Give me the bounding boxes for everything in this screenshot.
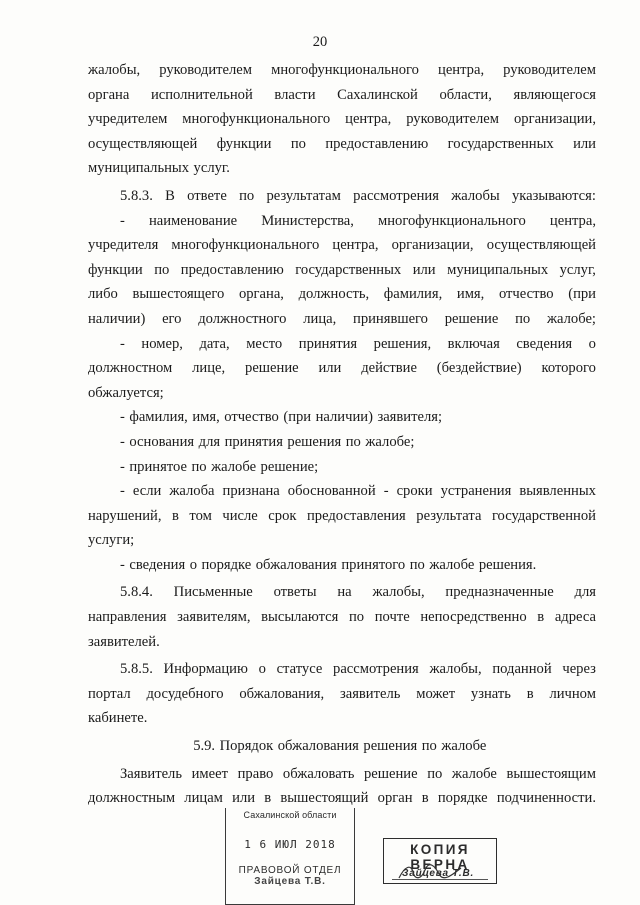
word: руководителем xyxy=(159,62,253,78)
word: являющегося xyxy=(513,86,596,103)
word: обжалования, xyxy=(239,685,325,702)
word: указываются: xyxy=(512,187,596,204)
word: многофункционального xyxy=(271,62,419,78)
word: подчиненности. xyxy=(496,790,596,807)
word: руководителем xyxy=(406,111,500,128)
word: решения xyxy=(287,433,342,450)
text-line xyxy=(88,381,596,406)
text-line xyxy=(88,528,596,553)
word: может xyxy=(416,685,456,702)
word: Письменные xyxy=(173,584,253,601)
word: исполнительной xyxy=(150,86,253,103)
word: по xyxy=(409,556,425,573)
copy-certified-title: КОПИЯ ВЕРНА xyxy=(410,842,470,872)
word: сроки xyxy=(396,483,433,500)
text-line xyxy=(88,132,596,157)
word: организации, xyxy=(514,111,596,128)
word: лицам xyxy=(184,790,223,807)
word: заявитель xyxy=(339,685,401,702)
word: Заявитель xyxy=(120,765,182,782)
word: (при xyxy=(568,286,596,303)
word: жалобы, xyxy=(429,661,482,678)
word: (бездействие) xyxy=(436,360,522,377)
word: центра, xyxy=(332,237,379,254)
word: обжалования xyxy=(277,738,359,755)
word: жалобе xyxy=(429,556,475,573)
text-line xyxy=(88,282,596,307)
word: принявшего xyxy=(353,310,428,327)
word: предоставлению xyxy=(180,261,284,278)
word: многофункционального xyxy=(377,212,526,229)
word: досудебного xyxy=(146,685,224,702)
word: по xyxy=(349,609,365,626)
word: - xyxy=(383,483,389,500)
text-line xyxy=(88,233,596,258)
word: - xyxy=(120,212,125,229)
word: его xyxy=(162,310,182,327)
word: жалобы xyxy=(451,187,500,204)
word: 5.8.4. xyxy=(120,584,153,601)
word: жалобе xyxy=(211,458,257,475)
word: номер, xyxy=(141,335,183,352)
word: государственных xyxy=(295,261,402,278)
word: предназначенные xyxy=(445,584,554,601)
word: центра, xyxy=(345,111,392,128)
word: или xyxy=(412,261,436,278)
word: или xyxy=(232,790,256,807)
text-line xyxy=(88,332,596,357)
word: муниципальных xyxy=(447,261,549,278)
word: рассмотрения xyxy=(333,661,419,678)
text-line xyxy=(88,356,596,381)
word: вышестоящим xyxy=(506,765,596,782)
text-line xyxy=(88,184,596,209)
word: действие xyxy=(361,360,417,377)
word: в xyxy=(172,507,179,524)
word: принятия xyxy=(224,433,283,450)
word: срок xyxy=(268,507,297,524)
word: услуг, xyxy=(559,261,596,278)
word: наименование xyxy=(148,212,238,229)
word: должность, xyxy=(298,286,370,303)
word: адреса xyxy=(554,609,596,626)
word: обжалования xyxy=(255,556,337,573)
text-line xyxy=(88,430,596,455)
word: (при xyxy=(283,409,312,426)
word: жалобе; xyxy=(546,310,596,327)
word: личном xyxy=(549,685,596,702)
word: почте xyxy=(374,609,410,626)
word: или xyxy=(318,360,342,377)
word: руководителем xyxy=(503,62,596,78)
word: должностного xyxy=(198,310,287,327)
word: решение; xyxy=(260,458,319,475)
word: результатам xyxy=(266,187,341,204)
word: основания xyxy=(129,433,195,450)
word: включая xyxy=(447,335,500,352)
word: решения xyxy=(363,738,418,755)
word: лице, xyxy=(192,360,226,377)
word: должностным xyxy=(88,790,176,807)
word: орган xyxy=(377,790,413,807)
word: о xyxy=(258,661,266,678)
word: области, xyxy=(439,86,492,103)
word: Информацию xyxy=(163,661,248,678)
text-line xyxy=(88,657,596,682)
word: учредителем xyxy=(88,111,168,128)
text-line xyxy=(88,455,596,480)
stamp-date: 1 6 ИЮЛ 2018 xyxy=(244,838,336,851)
text-line xyxy=(88,762,596,787)
word: жалобе; xyxy=(365,433,415,450)
word: по xyxy=(345,433,361,450)
text-line xyxy=(88,706,596,731)
word: сведения xyxy=(129,556,186,573)
word: обжаловать xyxy=(282,765,355,782)
word: признана xyxy=(222,483,280,500)
word: решение xyxy=(363,765,418,782)
word: нарушений, xyxy=(88,507,162,524)
word: муниципальных xyxy=(88,160,190,177)
handwritten-signature xyxy=(395,860,465,884)
word: обоснованной xyxy=(287,483,376,500)
word: 5.9. xyxy=(193,738,216,755)
word: имя, xyxy=(456,286,485,303)
document-body xyxy=(88,58,596,811)
text-line xyxy=(88,258,596,283)
text-line xyxy=(88,630,596,655)
word: центра, xyxy=(549,212,596,229)
word: отчество xyxy=(224,409,279,426)
word: Порядок xyxy=(219,738,274,755)
word: жалобе xyxy=(451,765,497,782)
word: решения. xyxy=(478,556,537,573)
word: органа xyxy=(88,86,130,103)
word: по xyxy=(154,261,170,278)
word: кабинете. xyxy=(88,710,148,727)
word: В xyxy=(165,187,175,204)
word: вышестоящий xyxy=(280,790,369,807)
word: числе xyxy=(222,507,258,524)
text-line xyxy=(88,504,596,529)
word: в xyxy=(537,609,545,626)
word: порядке xyxy=(201,556,252,573)
word: отчество xyxy=(498,286,554,303)
word: должностном xyxy=(88,360,173,377)
word: заявителя; xyxy=(377,409,442,426)
word: - xyxy=(120,409,125,426)
word: или xyxy=(573,135,596,152)
word: Министерства, xyxy=(261,212,354,229)
page-number: 20 xyxy=(312,34,328,50)
word: непосредственно xyxy=(420,609,527,626)
word: сведения xyxy=(516,335,573,352)
text-line xyxy=(88,605,596,630)
word: многофункционального xyxy=(182,111,331,128)
text-line xyxy=(88,58,596,83)
word: учредителя xyxy=(88,237,159,254)
word: услуг. xyxy=(193,160,230,177)
word: заявителям, xyxy=(177,609,251,626)
text-line xyxy=(88,682,596,707)
text-line xyxy=(88,580,596,605)
word: фамилия, xyxy=(129,409,188,426)
word: устранения xyxy=(440,483,512,500)
word: высылаются xyxy=(261,609,339,626)
text-line xyxy=(88,479,596,504)
word: Сахалинской xyxy=(337,86,418,103)
word: через xyxy=(562,661,596,678)
word: центра, xyxy=(438,62,485,78)
word: ответе xyxy=(187,187,227,204)
word: результата xyxy=(416,507,482,524)
text-line xyxy=(88,83,596,108)
text-line xyxy=(88,156,596,181)
word: поданной xyxy=(492,661,552,678)
word: 5.8.3. xyxy=(120,187,153,204)
word: которого xyxy=(541,360,596,377)
word: функции xyxy=(216,135,272,152)
word: либо xyxy=(88,286,118,303)
word: вышестоящего xyxy=(132,286,225,303)
word: органа, xyxy=(238,286,284,303)
word: принятое xyxy=(129,458,187,475)
word: в xyxy=(421,790,429,807)
word: - xyxy=(120,483,125,500)
word: ответы xyxy=(273,584,317,601)
word: предоставлению xyxy=(325,135,429,152)
text-line xyxy=(88,307,596,332)
word: по xyxy=(427,765,443,782)
word: о xyxy=(588,335,596,352)
word: жалобы, xyxy=(88,62,141,78)
word: порядке xyxy=(437,790,488,807)
word: - xyxy=(120,335,125,352)
word: государственных xyxy=(447,135,554,152)
word: принятия xyxy=(298,335,358,352)
stamp-org: Сахалинской области xyxy=(243,810,337,820)
word: по xyxy=(290,135,306,152)
word: по xyxy=(515,310,531,327)
text-line xyxy=(88,209,596,234)
word: том xyxy=(189,507,212,524)
word: жалобе xyxy=(441,738,487,755)
word: осуществляющей xyxy=(88,135,198,152)
word: выявленных xyxy=(519,483,596,500)
word: 5.8.5. xyxy=(120,661,153,678)
word: решения, xyxy=(373,335,432,352)
word: право xyxy=(237,765,274,782)
word: на xyxy=(337,584,352,601)
word: для xyxy=(574,584,596,601)
word: предоставления xyxy=(306,507,406,524)
word: наличии) xyxy=(88,310,146,327)
word: для xyxy=(198,433,221,450)
word: власти xyxy=(274,86,316,103)
word: - xyxy=(120,556,125,573)
word: - xyxy=(120,433,125,450)
word: функции xyxy=(88,261,143,278)
text-line xyxy=(88,553,596,578)
word: заявителей. xyxy=(88,633,160,650)
word: обжалуется; xyxy=(88,384,164,401)
stamp-name: Зайцева Т.В. xyxy=(254,876,326,887)
word: наличии) xyxy=(315,409,373,426)
word: жалоба xyxy=(169,483,215,500)
word: имеет xyxy=(191,765,228,782)
word: решение xyxy=(444,310,499,327)
word: портал xyxy=(88,685,131,702)
word: принятого xyxy=(341,556,406,573)
word: по xyxy=(239,187,255,204)
word: организации, xyxy=(391,237,474,254)
word: решение xyxy=(245,360,299,377)
text-line xyxy=(88,734,596,759)
word: осуществляющей xyxy=(486,237,596,254)
word: статусе xyxy=(276,661,323,678)
word: если xyxy=(132,483,162,500)
word: рассмотрения xyxy=(353,187,439,204)
word: направления xyxy=(88,609,167,626)
stamp-department: ПРАВОВОЙ ОТДЕЛ xyxy=(238,865,342,876)
word: в xyxy=(526,685,534,702)
word: многофункционального xyxy=(171,237,320,254)
certifier-name: Зайцева Т.В. xyxy=(402,868,475,879)
text-line xyxy=(88,405,596,430)
word: жалобы, xyxy=(372,584,425,601)
word: государственной xyxy=(491,507,596,524)
word: по xyxy=(421,738,437,755)
word: фамилия, xyxy=(383,286,443,303)
word: услуги; xyxy=(88,532,135,549)
word: узнать xyxy=(470,685,511,702)
word: в xyxy=(264,790,272,807)
word: дата, xyxy=(199,335,230,352)
word: имя, xyxy=(192,409,220,426)
word: по xyxy=(191,458,207,475)
word: лица, xyxy=(303,310,337,327)
text-line xyxy=(88,107,596,132)
legal-department-stamp xyxy=(225,808,355,905)
word: - xyxy=(120,458,125,475)
word: о xyxy=(189,556,197,573)
word: место xyxy=(246,335,283,352)
